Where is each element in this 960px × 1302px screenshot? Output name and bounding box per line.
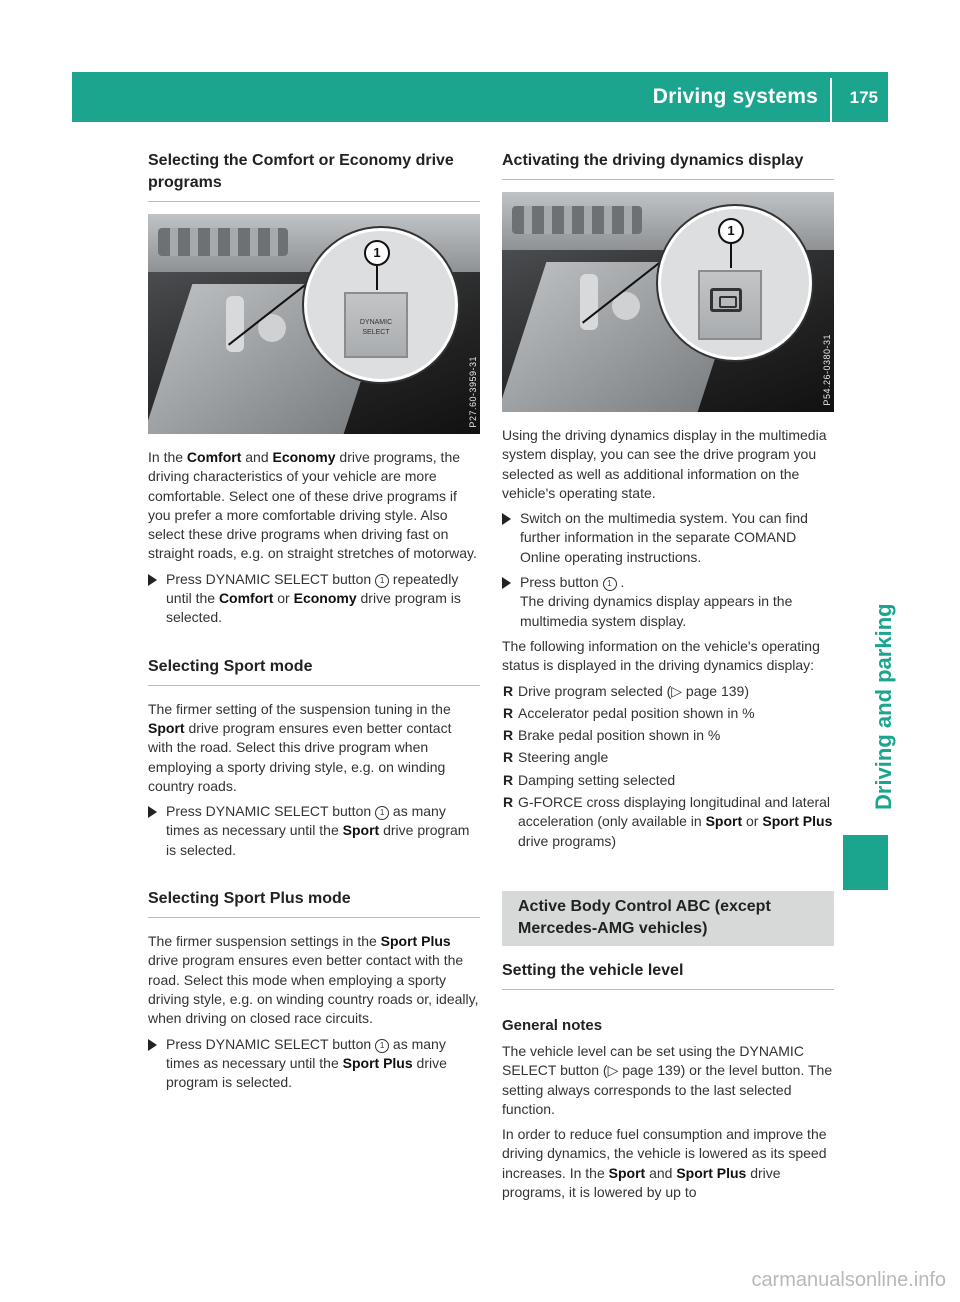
bullet-icon: R bbox=[503, 682, 514, 699]
vehicle-dynamics-icon bbox=[710, 288, 742, 312]
dynamic-select-button-image: DYNAMIC SELECT bbox=[344, 292, 408, 358]
side-tab bbox=[835, 460, 895, 820]
section-title: Driving systems bbox=[652, 85, 818, 108]
step-item: Switch on the multimedia system. You can find further information in the separate COMAND Online operating instructions. bbox=[502, 509, 834, 567]
list-item: R Drive program selected (▷ page 139) bbox=[503, 682, 749, 699]
left-column bbox=[148, 150, 480, 1092]
bullet-icon: R bbox=[503, 704, 514, 721]
right-column bbox=[502, 150, 834, 1202]
paragraph: The firmer setting of the suspension tuning in the Sport drive program ensures even better contact with the road. Select this drive program when employing a sporty driving style, e.g. on winding country roads. bbox=[148, 700, 452, 794]
step-item: Press DYNAMIC SELECT button 1 repeatedly until the Comfort or Economy drive program is selected. bbox=[148, 570, 480, 628]
heading-active-body-control: Active Body Control ABC (except Mercedes-AMG vehicles) bbox=[518, 897, 771, 937]
figure-code: P27.60-3959-31 bbox=[468, 356, 478, 428]
paragraph: The vehicle level can be set using the DYNAMIC SELECT button (▷ page 139) or the level button. The setting always corresponds to the last selected function. bbox=[502, 1042, 833, 1117]
step-arrow-icon bbox=[502, 513, 511, 525]
step-item: Press DYNAMIC SELECT button 1 as many times as necessary until the Sport drive program is selected. bbox=[148, 802, 480, 860]
step-item: Press button 1 . The driving dynamics display appears in the multimedia system display. bbox=[502, 573, 834, 631]
callout-1: 1 bbox=[364, 240, 390, 266]
page-number: 175 bbox=[849, 88, 878, 107]
step-arrow-icon bbox=[148, 1039, 157, 1051]
list-item: R Damping setting selected bbox=[503, 771, 676, 788]
heading-vehicle-level: Setting the vehicle level bbox=[502, 960, 834, 990]
figure-code: P54.26-0380-31 bbox=[822, 334, 832, 406]
list-item: R Accelerator pedal position shown in % bbox=[503, 704, 755, 721]
bullet-icon: R bbox=[503, 727, 514, 744]
heading-sport: Selecting Sport mode bbox=[148, 656, 480, 686]
header-divider bbox=[830, 78, 832, 122]
heading-sport-plus: Selecting Sport Plus mode bbox=[148, 888, 480, 918]
callout-1-icon: 1 bbox=[375, 574, 389, 588]
step-arrow-icon bbox=[148, 806, 157, 818]
header-bar bbox=[72, 72, 888, 122]
callout-1-icon: 1 bbox=[603, 577, 617, 591]
figure-dynamics-button bbox=[502, 192, 834, 412]
heading-comfort-economy: Selecting the Comfort or Economy drive programs bbox=[148, 150, 480, 202]
watermark: carmanualsonline.info bbox=[751, 1269, 946, 1291]
section-banner bbox=[502, 891, 834, 946]
bullet-icon: R bbox=[503, 771, 514, 788]
side-tab-marker bbox=[843, 835, 888, 890]
bullet-icon: R bbox=[503, 794, 514, 811]
step-arrow-icon bbox=[502, 577, 511, 589]
paragraph: In the Comfort and Economy drive programs, the driving characteristics of your vehicle are more comfortable. Select one of these drive programs if you prefer a more comfortable driving style. Also select these drive programs when driving fast on straight roads, e.g. on straight stretches of motorway. bbox=[148, 449, 477, 562]
paragraph: The following information on the vehicle's operating status is displayed in the driving dynamics display: bbox=[502, 637, 820, 674]
paragraph: Using the driving dynamics display in the multimedia system display, you can see the drive program you selected as well as additional information on the vehicle's operating state. bbox=[502, 427, 827, 501]
paragraph: The firmer suspension settings in the Sport Plus drive program ensures even better contact with the road. Select this mode when employing a sporty driving style, e.g. on winding country roads or, ideally, when driving on closed race circuits. bbox=[148, 933, 479, 1027]
figure-dynamic-select bbox=[148, 214, 480, 434]
side-tab-label: Driving and parking bbox=[871, 603, 896, 810]
paragraph: In order to reduce fuel consumption and improve the driving dynamics, the vehicle is lowered as its speed increases. In the Sport and Sport Plus drive programs, it is lowered by up to bbox=[502, 1126, 827, 1201]
list-item: R G-FORCE cross displaying longitudinal and lateral acceleration (only available in Sport or Sport Plus drive programs) bbox=[503, 794, 833, 849]
callout-1: 1 bbox=[718, 218, 744, 244]
heading-driving-dynamics-display: Activating the driving dynamics display bbox=[502, 150, 834, 180]
list-item: R Steering angle bbox=[503, 749, 609, 766]
step-item: Press DYNAMIC SELECT button 1 as many times as necessary until the Sport Plus drive program is selected. bbox=[148, 1035, 480, 1093]
subheading-general-notes: General notes bbox=[502, 1016, 603, 1034]
step-arrow-icon bbox=[148, 574, 157, 586]
callout-1-icon: 1 bbox=[375, 1039, 389, 1053]
bullet-icon: R bbox=[503, 749, 514, 766]
list-item: R Brake pedal position shown in % bbox=[503, 727, 721, 744]
callout-1-icon: 1 bbox=[375, 806, 389, 820]
